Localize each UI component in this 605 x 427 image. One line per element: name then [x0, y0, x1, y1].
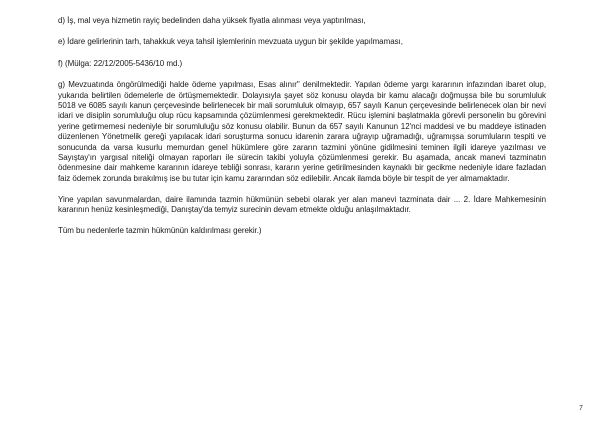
paragraph-conclusion: Tüm bu nedenlerle tazmin hükmünün kaldırılması gerekir.) [58, 226, 262, 236]
document-body [58, 16, 546, 247]
paragraph-defense: Yine yapılan savunmalardan, daire ilamında tazmin hükmünün sebebi olarak yer alan manevi tazminata dair ... 2. İdare Mahkemesinin kararının henüz kesinleşmediği, Danıştay'da temyiz surecinin devam etmekte olduğu anlaşılmaktadır. [58, 194, 546, 215]
paragraph-e: e) İdare gelirlerinin tarh, tahakkuk veya tahsil işlemlerinin mevzuata uygun bir şekilde yapılmaması, [58, 37, 403, 47]
paragraph-f: f) (Mülga: 22/12/2005-5436/10 md.) [58, 58, 183, 68]
paragraph-d: d) İş, mal veya hizmetin rayiç bedelinden daha yüksek fiyatla alınması veya yaptırılması, [58, 16, 366, 25]
paragraph-g: g) Mevzuatında öngörülmediği halde ödeme yapılması, Esas alınır" denilmektedir. Yapılan ödeme yargı kararının infazından ibaret olup, yukarıda belirtilen ödemelerle de örtüşmemektedir. Dolayısıyla şayet söz konusu olayda bir kamu alacağı doğmuşsa bile bu sorumluluk 5018 ve 6085 sayılı kanun çerçevesinde belirlenecek bir mali sorumluluk olmayıp, 657 sayılı Kanun çerçevesinde belirlenecek olan bir nevi idari ve disiplin sorumluluğu olup rücu kapsamında çözümlenmesi gerekmektedir. Rücu işlemini başlatmakla görevli personelin bu görevini yerine getirmemesi nedeniyle bir sorumluluğu söz konusu olabilir. Bunun da 657 sayılı Kanunun 12'nci maddesi ve bu maddeye istinaden düzenlenen Yönetmelik gereği yapılacak idari soruşturma sonucu idarenin zarara uğrayıp uğramadığı, uğramışsa sorumluların tespiti ve sonucunda da varsa kusurlu memurdan genel hükümlere göre zararın tazmini yönüne gidilmesini teminen ilgili idareye yazılması ve Sayıştay'ın yargısal niteliği olmayan raporları ile sürecin takibi yoluyla çözümlenmesi gerekir. Bu aşamada, ancak manevi tazminatın ödenmesine dair mahkeme kararının idareye tebliği sonrası, kararın yerine getirilmesinden kaynaklı bir gecikme nedeniyle idare fazladan faiz ödemek zorunda bırakılmış ise bu tutar için kamu zararından söz edilebilir. Ancak ilamda böyle bir tespit de yer almamaktadır. [58, 80, 546, 183]
page-number: 7 [579, 405, 583, 412]
